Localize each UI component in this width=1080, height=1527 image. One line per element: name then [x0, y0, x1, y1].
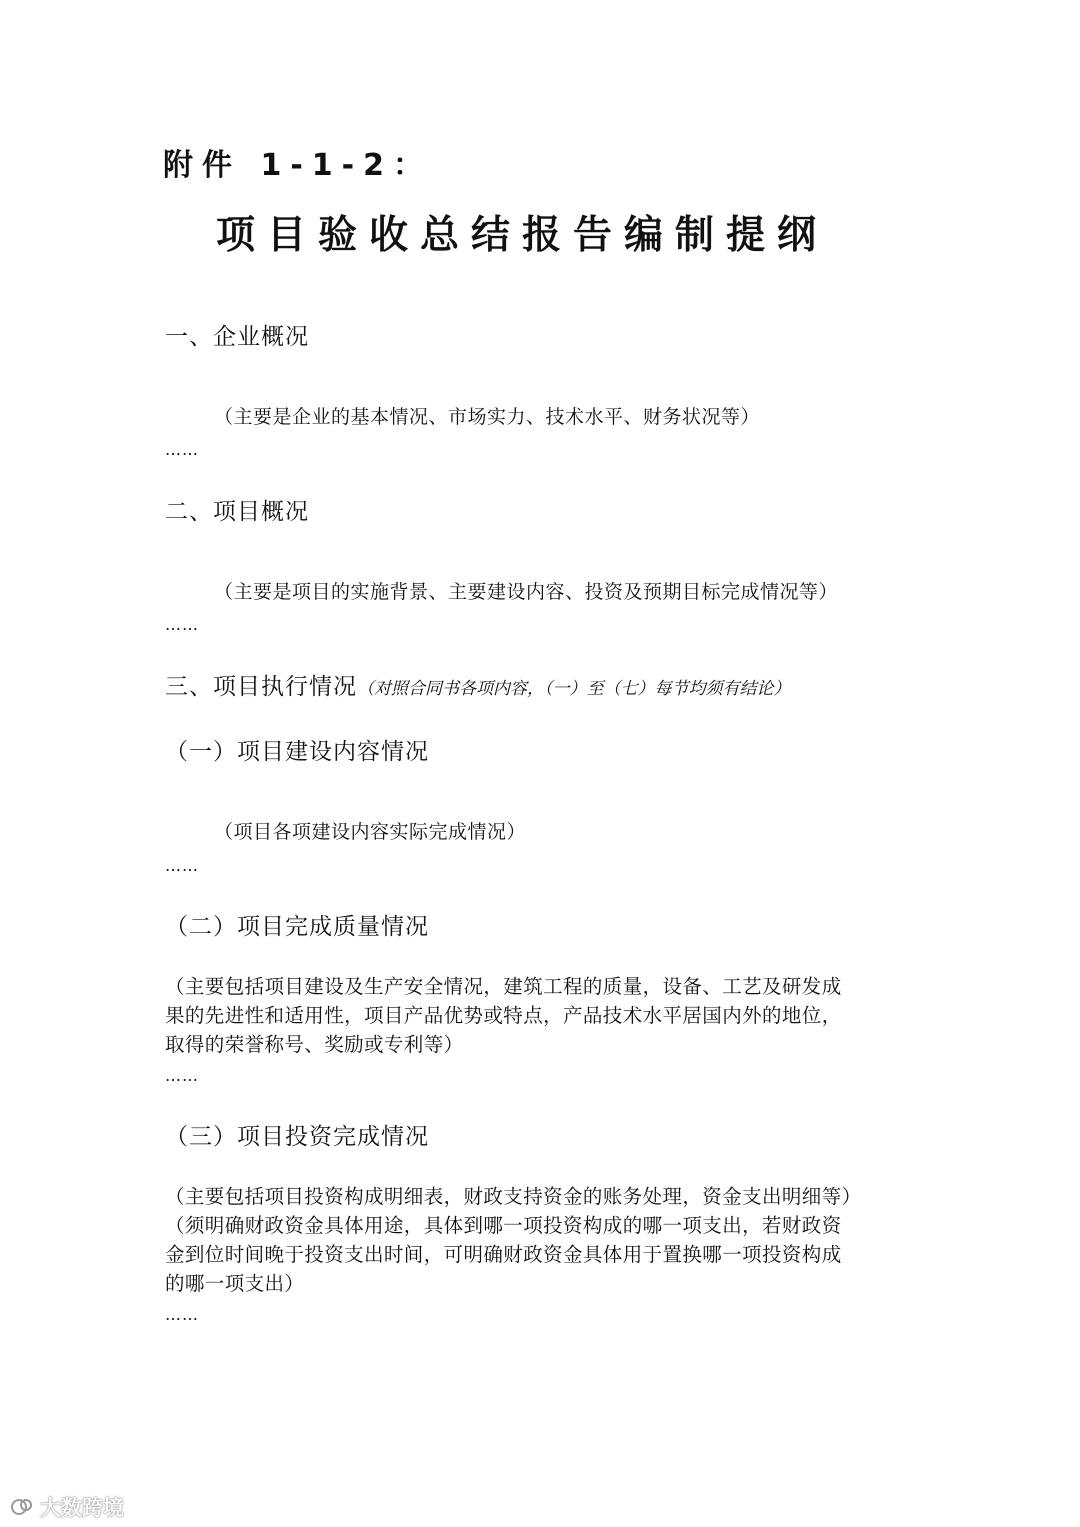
section-3-heading-row — [165, 668, 791, 701]
subsection-2-line: （主要包括项目建设及生产安全情况，建筑工程的质量，设备、工艺及研发成 — [165, 975, 842, 998]
subsection-1-ellipsis: …… — [165, 856, 199, 875]
attachment-label: 附件 1-1-2： — [163, 148, 432, 183]
subsection-2-line: 取得的荣誉称号、奖励或专利等） — [165, 1033, 464, 1056]
subsection-2-line: 果的先进性和适用性，项目产品优势或特点，产品技术水平居国内外的地位， — [165, 1004, 842, 1027]
section-2-ellipsis: …… — [165, 615, 199, 634]
subsection-3-line: 的哪一项支出） — [165, 1272, 305, 1295]
section-3-inline-note: （对照合同书各项内容，（一）至（七）每节均须有结论） — [357, 679, 791, 699]
subsection-3-heading: （三）项目投资完成情况 — [165, 1124, 429, 1150]
subsection-3-paragraph — [165, 1182, 925, 1298]
section-1-ellipsis: …… — [165, 440, 199, 459]
section-2-heading: 二、项目概况 — [165, 499, 309, 525]
subsection-1-heading: （一）项目建设内容情况 — [165, 739, 429, 765]
document-title: 项目验收总结报告编制提纲 — [216, 213, 829, 258]
watermark — [10, 1492, 124, 1522]
section-2-note: （主要是项目的实施背景、主要建设内容、投资及预期目标完成情况等） — [214, 581, 839, 603]
watermark-text: 大数跨境 — [40, 1496, 124, 1520]
subsection-3-ellipsis: …… — [165, 1305, 199, 1324]
subsection-1-note: （项目各项建设内容实际完成情况） — [214, 821, 527, 843]
subsection-3-line: （主要包括项目投资构成明细表，财政支持资金的账务处理，资金支出明细等） — [165, 1185, 862, 1208]
section-1-heading: 一、企业概况 — [165, 324, 309, 350]
subsection-2-ellipsis: …… — [165, 1066, 199, 1085]
section-1-note: （主要是企业的基本情况、市场实力、技术水平、财务状况等） — [214, 406, 761, 428]
subsection-3-line: （须明确财政资金具体用途，具体到哪一项投资构成的哪一项支出，若财政资 — [165, 1214, 842, 1237]
subsection-3-line: 金到位时间晚于投资支出时间，可明确财政资金具体用于置换哪一项投资构成 — [165, 1243, 842, 1266]
subsection-2-paragraph — [165, 972, 925, 1059]
section-3-heading: 三、项目执行情况 — [165, 674, 357, 700]
logo-icon — [10, 1495, 34, 1519]
subsection-2-heading: （二）项目完成质量情况 — [165, 914, 429, 940]
